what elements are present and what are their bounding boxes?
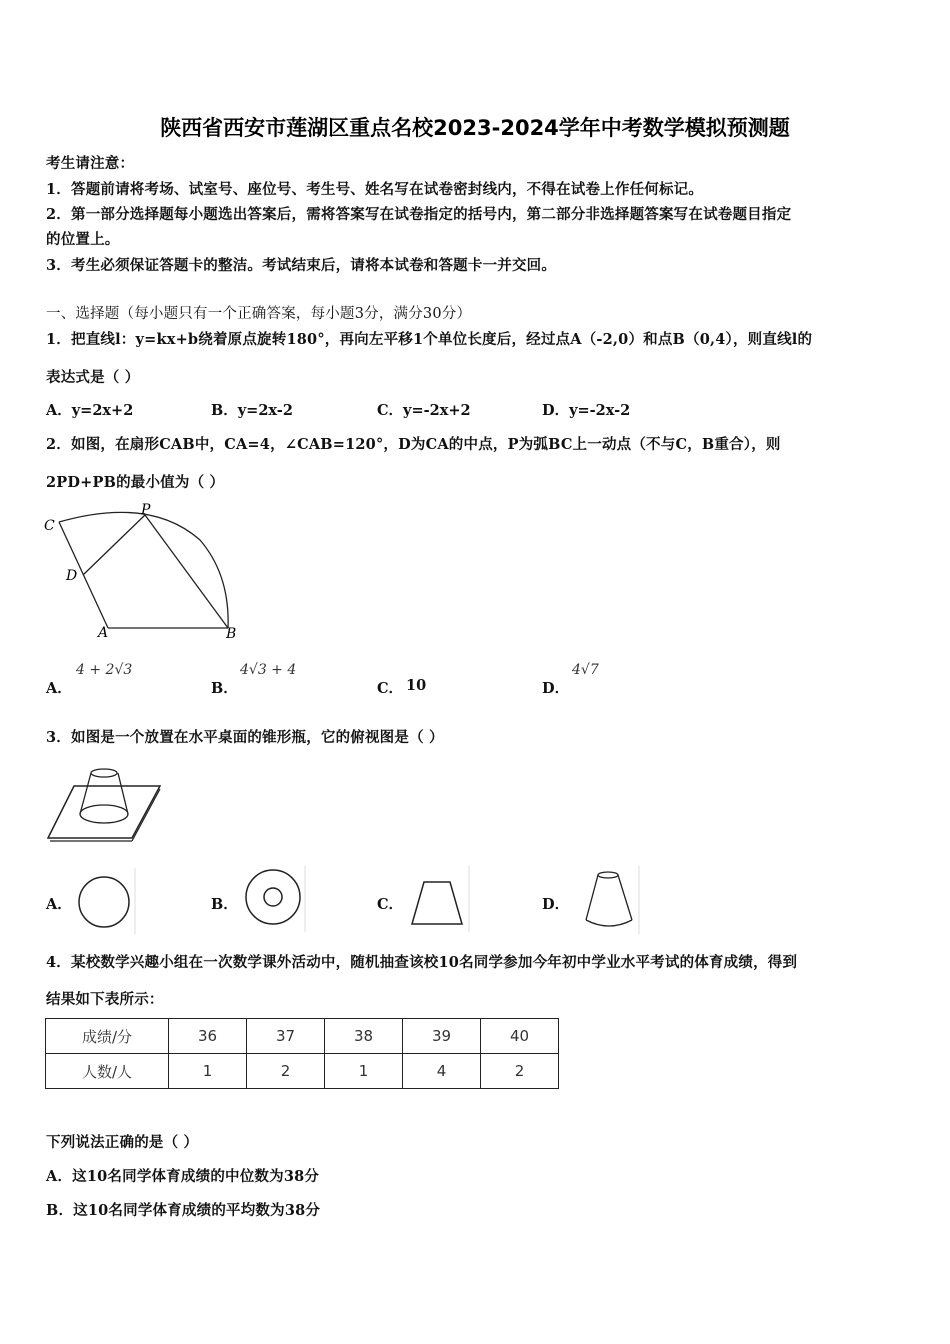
q2-stem-line1: 2．如图，在扇形CAB中，CA=4，∠CAB=120°，D为CA的中点，P为弧BC上一动点（不与C，B重合），则: [46, 436, 781, 453]
notice-item-1: 1．答题前请将考场、试室号、座位号、考生号、姓名写在试卷密封线内，不得在试卷上作任何标记。: [46, 181, 704, 198]
q3-option-c-label: C．: [377, 896, 404, 913]
table-row-header-count: 人数/人: [46, 1054, 169, 1089]
q1-option-b: B．y=2x-2: [211, 402, 293, 419]
table-row: [46, 1054, 559, 1089]
table-cell: 2: [247, 1054, 325, 1089]
table-cell: 2: [481, 1054, 559, 1089]
table-cell: 1: [169, 1054, 247, 1089]
page-title: 陕西省西安市莲湖区重点名校2023-2024学年中考数学模拟预测题: [160, 116, 790, 140]
q4-option-a: A．这10名同学体育成绩的中位数为38分: [46, 1168, 320, 1185]
q2-option-d-math: 4√7: [572, 662, 599, 678]
cone-flask-figure: [46, 762, 164, 844]
section-heading: 一、选择题（每小题只有一个正确答案，每小题3分，满分30分）: [46, 306, 472, 322]
q2-option-c-value: 10: [406, 677, 427, 694]
q3-option-c-trapezoid: [404, 866, 470, 932]
table-cell: 40: [481, 1019, 559, 1054]
q1-stem-line1: 1．把直线l：y=kx+b绕着原点旋转180°，再向左平移1个单位长度后，经过点A（-2,0）和点B（0,4），则直线l的: [46, 331, 813, 348]
q3-option-b-concentric-circles: [240, 866, 306, 932]
table-row-header-score: 成绩/分: [46, 1019, 169, 1054]
table-cell: 37: [247, 1019, 325, 1054]
q3-option-a-circle: [74, 868, 136, 934]
q2-option-b-label: B．: [211, 680, 238, 697]
q2-option-a-math: 4 + 2√3: [76, 662, 133, 678]
label-p: P: [141, 502, 151, 518]
q2-stem-line2: 2PD+PB的最小值为（ ）: [46, 474, 225, 491]
table-row: [46, 1019, 559, 1054]
table-cell: 36: [169, 1019, 247, 1054]
sector-figure: [40, 500, 250, 645]
q1-option-a: A．y=2x+2: [46, 402, 134, 419]
q1-option-d: D．y=-2x-2: [542, 402, 631, 419]
notice-item-3: 3．考生必须保证答题卡的整洁。考试结束后，请将本试卷和答题卡一并交回。: [46, 257, 557, 274]
q2-option-c-label: C．: [377, 680, 404, 697]
label-c: C: [44, 518, 55, 534]
notice-heading: 考生请注意：: [46, 155, 135, 172]
q4-option-b: B．这10名同学体育成绩的平均数为38分: [46, 1202, 321, 1219]
table-cell: 39: [403, 1019, 481, 1054]
q2-option-d-label: D．: [542, 680, 570, 697]
table-cell: 4: [403, 1054, 481, 1089]
label-b: B: [226, 626, 237, 642]
q1-option-c: C．y=-2x+2: [377, 402, 471, 419]
scores-table: [45, 1018, 559, 1089]
notice-item-2: 2．第一部分选择题每小题选出答案后，需将答案写在试卷指定的括号内，第二部分非选择题答案写在试卷题目指定: [46, 206, 792, 223]
q3-option-b-label: B．: [211, 896, 238, 913]
label-a: A: [98, 625, 109, 641]
q3-option-a-label: A．: [46, 896, 72, 913]
q4-question: 下列说法正确的是（ ）: [46, 1134, 199, 1151]
table-cell: 1: [325, 1054, 403, 1089]
label-d: D: [66, 568, 78, 584]
q3-option-d-cone-side-view: [570, 866, 640, 934]
q3-stem: 3．如图是一个放置在水平桌面的锥形瓶，它的俯视图是（ ）: [46, 729, 444, 746]
table-cell: 38: [325, 1019, 403, 1054]
q3-option-d-label: D．: [542, 896, 570, 913]
q1-stem-line2: 表达式是（ ）: [46, 369, 140, 386]
q4-stem-line1: 4．某校数学兴趣小组在一次数学课外活动中，随机抽查该校10名同学参加今年初中学业水平考试的体育成绩，得到: [46, 954, 798, 971]
q2-option-b-math: 4√3 + 4: [240, 662, 297, 678]
q4-stem-line2: 结果如下表所示：: [46, 991, 164, 1008]
notice-item-2-cont: 的位置上。: [46, 231, 120, 248]
q2-option-a-label: A．: [46, 680, 72, 697]
